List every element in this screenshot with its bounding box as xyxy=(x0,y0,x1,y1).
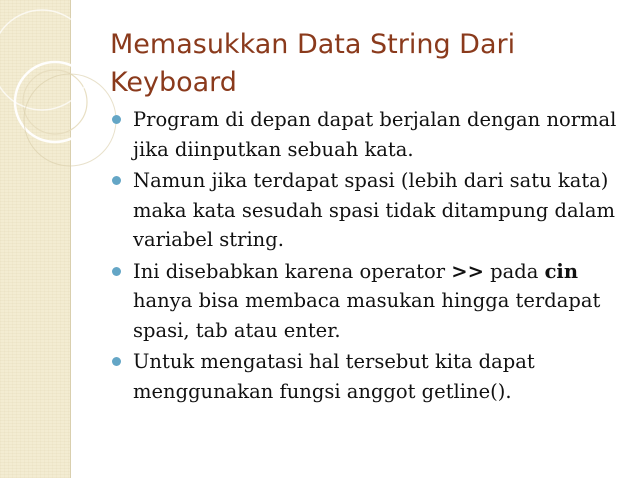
bullet-text-1: Program di depan dapat berjalan dengan normal jika diinputkan sebuah kata. xyxy=(133,108,617,161)
bullet-dot-icon xyxy=(112,357,121,366)
bullet-list xyxy=(111,105,621,408)
bullet-text-2: Namun jika terdapat spasi (lebih dari satu kata) maka kata sesudah spasi tidak ditampung dalam variabel string. xyxy=(133,169,616,251)
bullet-dot-icon xyxy=(112,176,121,185)
cin-code: cin xyxy=(544,259,579,283)
bullet-dot-icon xyxy=(112,267,121,276)
bullet-item-1 xyxy=(111,105,621,164)
bullet-text-3-part-2: pada xyxy=(483,259,545,283)
slide-title: Memasukkan Data String Dari Keyboard xyxy=(110,29,516,98)
bullet-text-3-part-3: hanya bisa membaca masukan hingga terdapat spasi, tab atau enter. xyxy=(133,289,601,342)
operator-code: >> xyxy=(451,259,484,283)
bullet-item-2 xyxy=(111,166,621,255)
bullet-text-3-part-1: Ini disebabkan karena operator xyxy=(133,259,452,283)
bullet-text-4: Untuk mengatasi hal tersebut kita dapat menggunakan fungsi anggot getline(). xyxy=(133,350,535,403)
decorative-circles-icon xyxy=(0,0,120,200)
bullet-dot-icon xyxy=(112,115,121,124)
bullet-item-3 xyxy=(111,257,621,346)
bullet-item-4 xyxy=(111,347,621,406)
